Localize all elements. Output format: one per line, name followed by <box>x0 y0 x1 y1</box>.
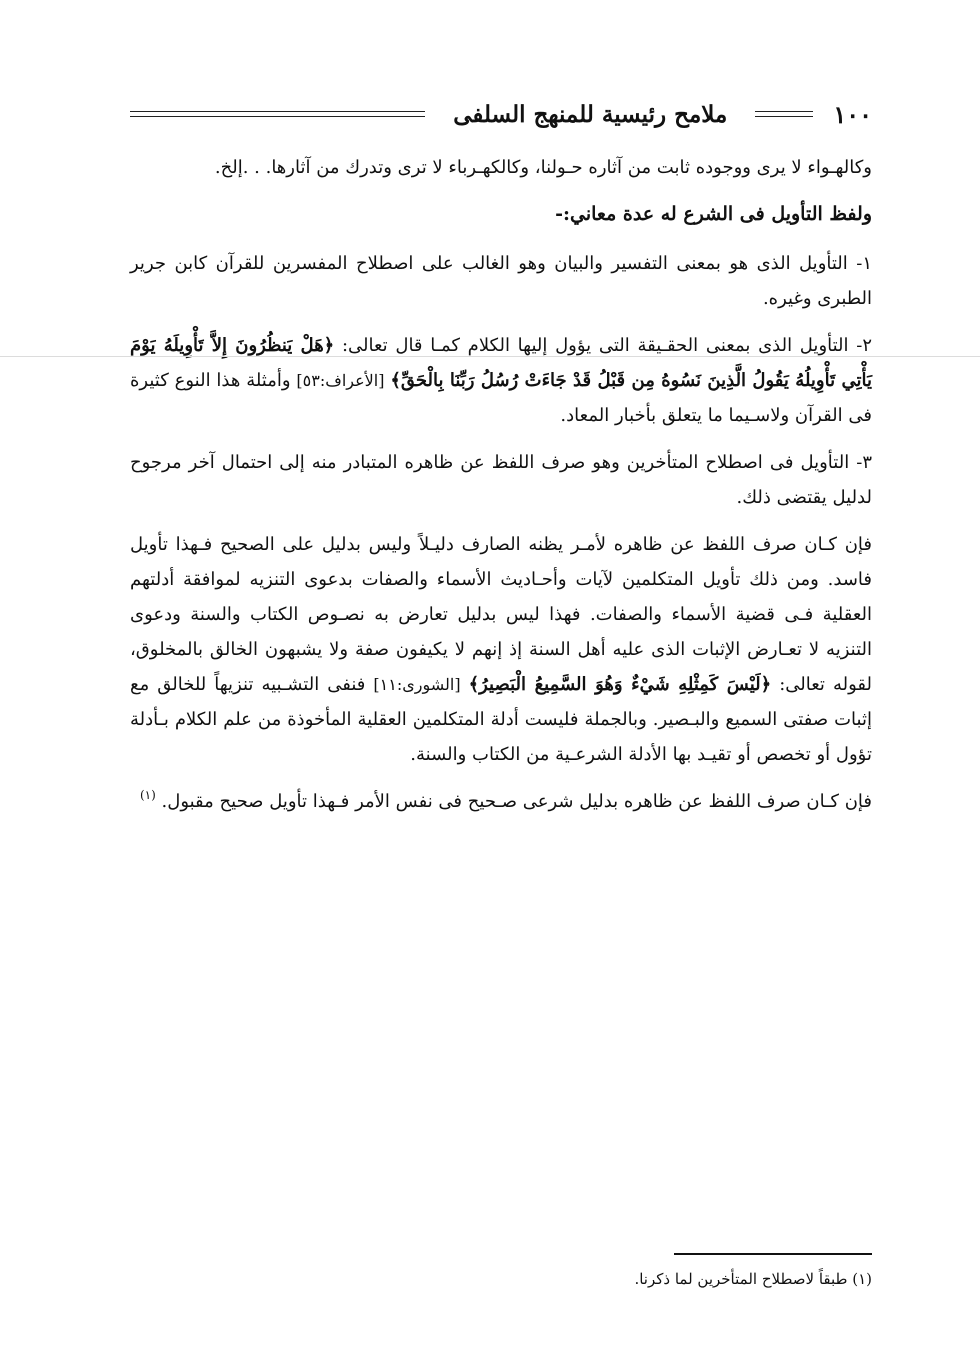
footnote: (١) طبقاً لاصطلاح المتأخرين لما ذكرنا. <box>634 1270 872 1288</box>
meaning-2-intro: ٢- التأويل الذى بمعنى الحقـيقة التى يؤول إليها الكلام كمـا قال تعالى: <box>341 335 872 356</box>
page-number: ١٠٠ <box>833 99 872 129</box>
running-header <box>130 96 872 132</box>
header-rule-right <box>755 111 813 117</box>
section-heading: ولفظ التأويل فى الشرع له عدة معاني:- <box>555 203 872 225</box>
paragraph-1: وكالهـواء لا يرى ووجوده ثابت من آثاره حـولنا، وكالكهـرباء لا ترى وتدرك من آثارها. . .إلخ. <box>214 157 872 178</box>
scan-artifact-line <box>0 356 980 357</box>
paragraph-meaning-3: ٣- التأويل فى اصطلاح المتأخرين وهو صرف اللفظ عن ظاهره المتبادر منه إلى احتمال آخر مرجوح لدليل يقتضى ذلك. <box>130 452 872 508</box>
page-body <box>130 150 872 833</box>
paragraph-valid-tawil <box>130 784 872 821</box>
paragraph-invalid-tawil <box>130 527 872 772</box>
quran-verse-araf: ﴿هَلْ يَنظُرُونَ إِلاَّ تَأْوِيلَهُ يَوْمَ يَأْتِي تَأْوِيلُهُ يَقُولُ الَّذِينَ نَسُوهُ مِن قَبْلُ قَدْ جَاءَتْ رُسُلُ رَبِّنَا بِالْحَقِّ﴾ <box>130 335 872 391</box>
invalid-tawil-rest: فنفى التشـبيه تنزيهاً للخالق مع إثبات صفتى السميع والبـصير. وبالجملة فليست أدلة المتكلمين العقلية المأخوذة من علم الكلام بـأدلة تؤول أو تخصص أو تقيـد بها الأدلة الشرعـية من الكتاب والسنة. <box>130 674 872 765</box>
verse-reference-shura: [الشورى:١١] <box>373 675 461 694</box>
quran-verse-shura: ﴿لَيْسَ كَمِثْلِهِ شَيْءٌ وَهُوَ السَّمِيعُ الْبَصِيرُ﴾ <box>468 674 772 695</box>
running-title: ملامح رئيسية للمنهج السلفى <box>453 100 728 128</box>
valid-tawil-text: فإن كـان صرف اللفظ عن ظاهره بدليل شرعى صـحيح فى نفس الأمر فـهذا تأويل صحيح مقبول. <box>161 791 872 812</box>
invalid-tawil-intro: فإن كـان صرف اللفظ عن ظاهره لأمـر يظنه الصارف دليـلاً وليس بدليل على الصحيح فـهذا تأويل فاسد. ومن ذلك تأويل المتكلمين لآيات وأحـاديث الأسماء والصفات بدعوى التنزيه لموافقة أدلتهم العقلية فـى قضية الأسماء والصفات. فهذا ليس بدليل تعارض به نصـوص الكتاب والسنة ودعوى التنزيه لا تعـارض الإثبات الذى عليه أهل السنة إذ إنهم لا يكيفون صفة ولا يشبهون الخالق بالمخلوق، لقوله تعالى: <box>130 534 872 695</box>
meaning-2-rest: وأمثلة هذا النوع كثيرة فى القرآن ولاسـيما ما يتعلق بأخبار المعاد. <box>130 370 872 426</box>
header-rule-left <box>130 111 425 117</box>
paragraph-meaning-1: ١- التأويل الذى هو بمعنى التفسير والبيان وهو الغالب على اصطلاح المفسرين للقرآن كابن جرير الطبرى وغيره. <box>130 253 872 309</box>
verse-reference-araf: [الأعراف:٥٣] <box>296 371 385 390</box>
footnote-separator <box>674 1253 872 1255</box>
footnote-marker: (١) <box>139 788 156 802</box>
paragraph-meaning-2 <box>130 328 872 433</box>
